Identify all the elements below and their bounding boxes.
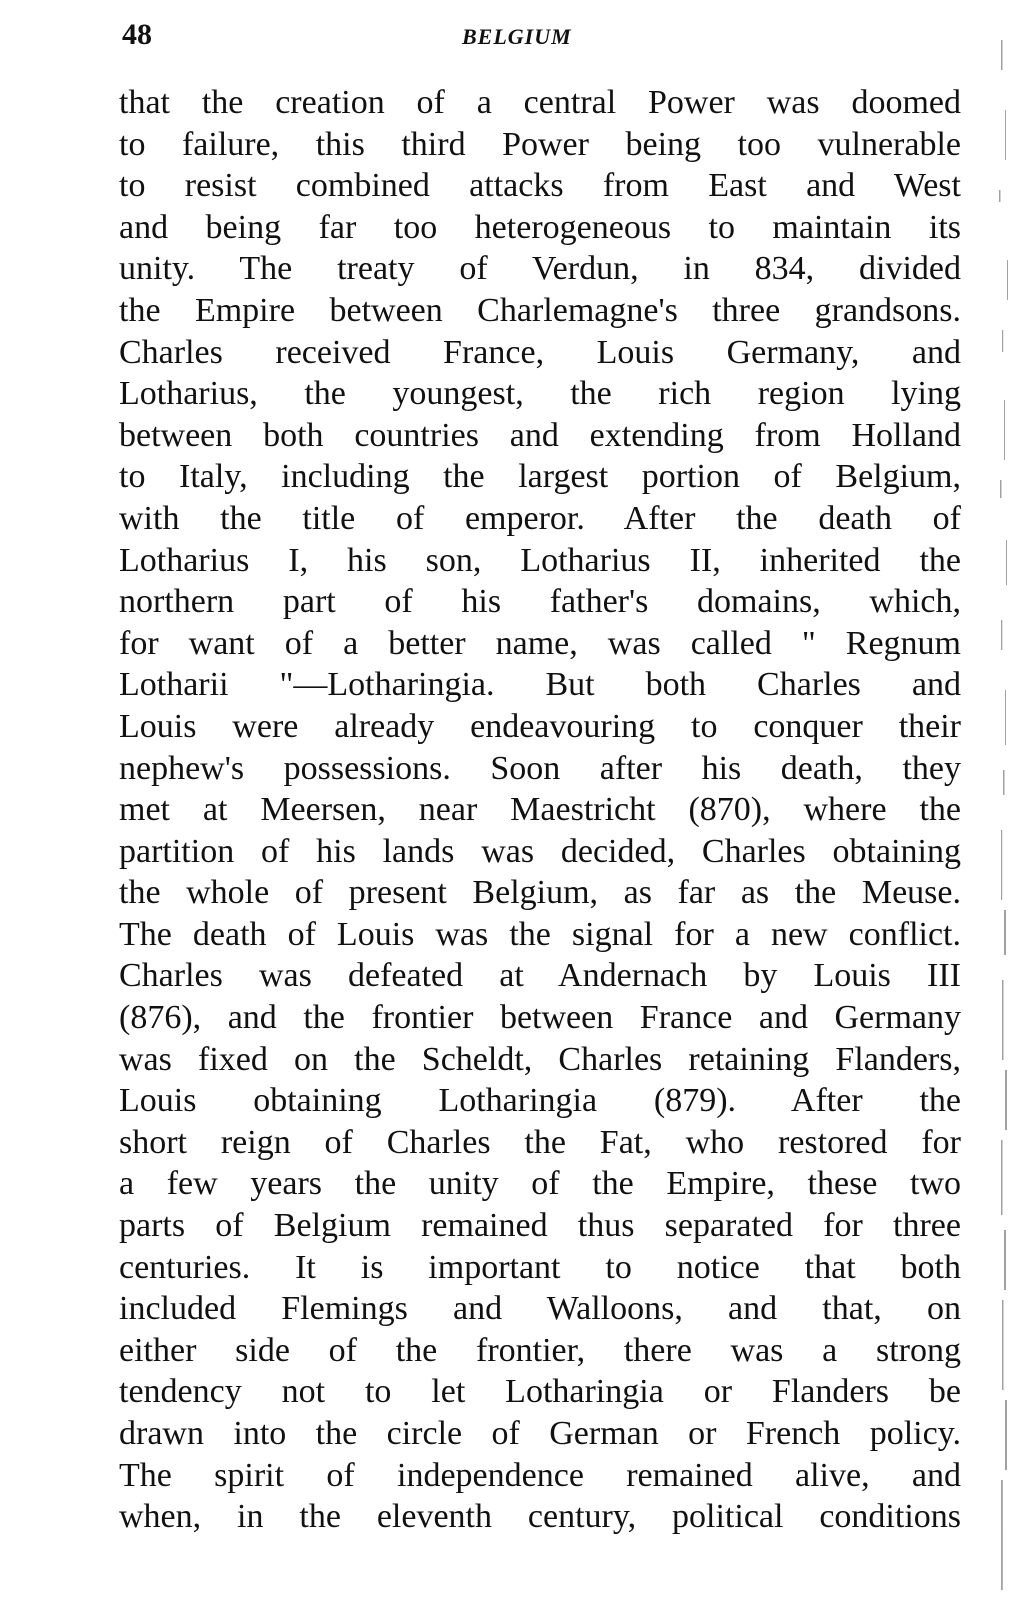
text-line: was fixed on the Scheldt, Charles retaining Flanders, [119,1040,961,1078]
text-line: northern part of his father's domains, which, [119,583,961,621]
text-line: unity. The treaty of Verdun, in 834, divided [119,250,961,288]
text-line: met at Meersen, near Maestricht (870), where the [119,791,961,829]
text-line: (876), and the frontier between France and Germany [119,999,961,1037]
text-line: Lotharius I, his son, Lotharius II, inherited the [119,541,961,579]
text-line: the whole of present Belgium, as far as the Meuse. [119,874,961,912]
text-line: Charles was defeated at Andernach by Louis III [119,957,961,995]
text-line: included Flemings and Walloons, and that, on [119,1290,961,1328]
text-line: when, in the eleventh century, political conditions [119,1498,961,1536]
text-line: The spirit of independence remained alive, and [119,1456,961,1494]
running-head: BELGIUM [462,24,572,49]
text-line: to resist combined attacks from East and West [119,167,961,205]
text-line: centuries. It is important to notice that both [119,1248,961,1286]
text-line: drawn into the circle of German or French policy. [119,1415,961,1452]
text-line: the Empire between Charlemagne's three grandsons. [119,291,961,329]
text-line: that the creation of a central Power was doomed [119,84,961,121]
text-line: Lotharii "—Lotharingia. But both Charles and [119,666,961,704]
text-line: Charles received France, Louis Germany, and [119,333,961,371]
text-line: a few years the unity of the Empire, these two [119,1165,961,1203]
text-line: Lotharius, the youngest, the rich region lying [119,375,961,413]
text-line: between both countries and extending from Holland [119,416,961,454]
text-line: The death of Louis was the signal for a new conflict. [119,915,961,953]
text-line: to failure, this third Power being too vulnerable [119,125,961,163]
text-line: for want of a better name, was called " Regnum [119,624,961,662]
text-line: nephew's possessions. Soon after his death, they [119,749,961,787]
text-line: to Italy, including the largest portion of Belgium, [119,458,961,496]
scan-edge-noise [971,0,1031,1619]
body-text [119,82,961,1538]
text-line: tendency not to let Lotharingia or Flanders be [119,1373,961,1411]
text-line: either side of the frontier, there was a strong [119,1331,961,1369]
text-line: partition of his lands was decided, Charles obtaining [119,832,961,870]
text-line: with the title of emperor. After the death of [119,499,961,537]
text-line: Louis obtaining Lotharingia (879). After the [119,1082,961,1120]
text-line: short reign of Charles the Fat, who restored for [119,1123,961,1161]
page-number: 48 [122,18,152,51]
text-line: and being far too heterogeneous to maintain its [119,208,961,246]
text-line: Louis were already endeavouring to conquer their [119,707,961,745]
page-header [122,18,962,58]
text-line: parts of Belgium remained thus separated for three [119,1207,961,1245]
